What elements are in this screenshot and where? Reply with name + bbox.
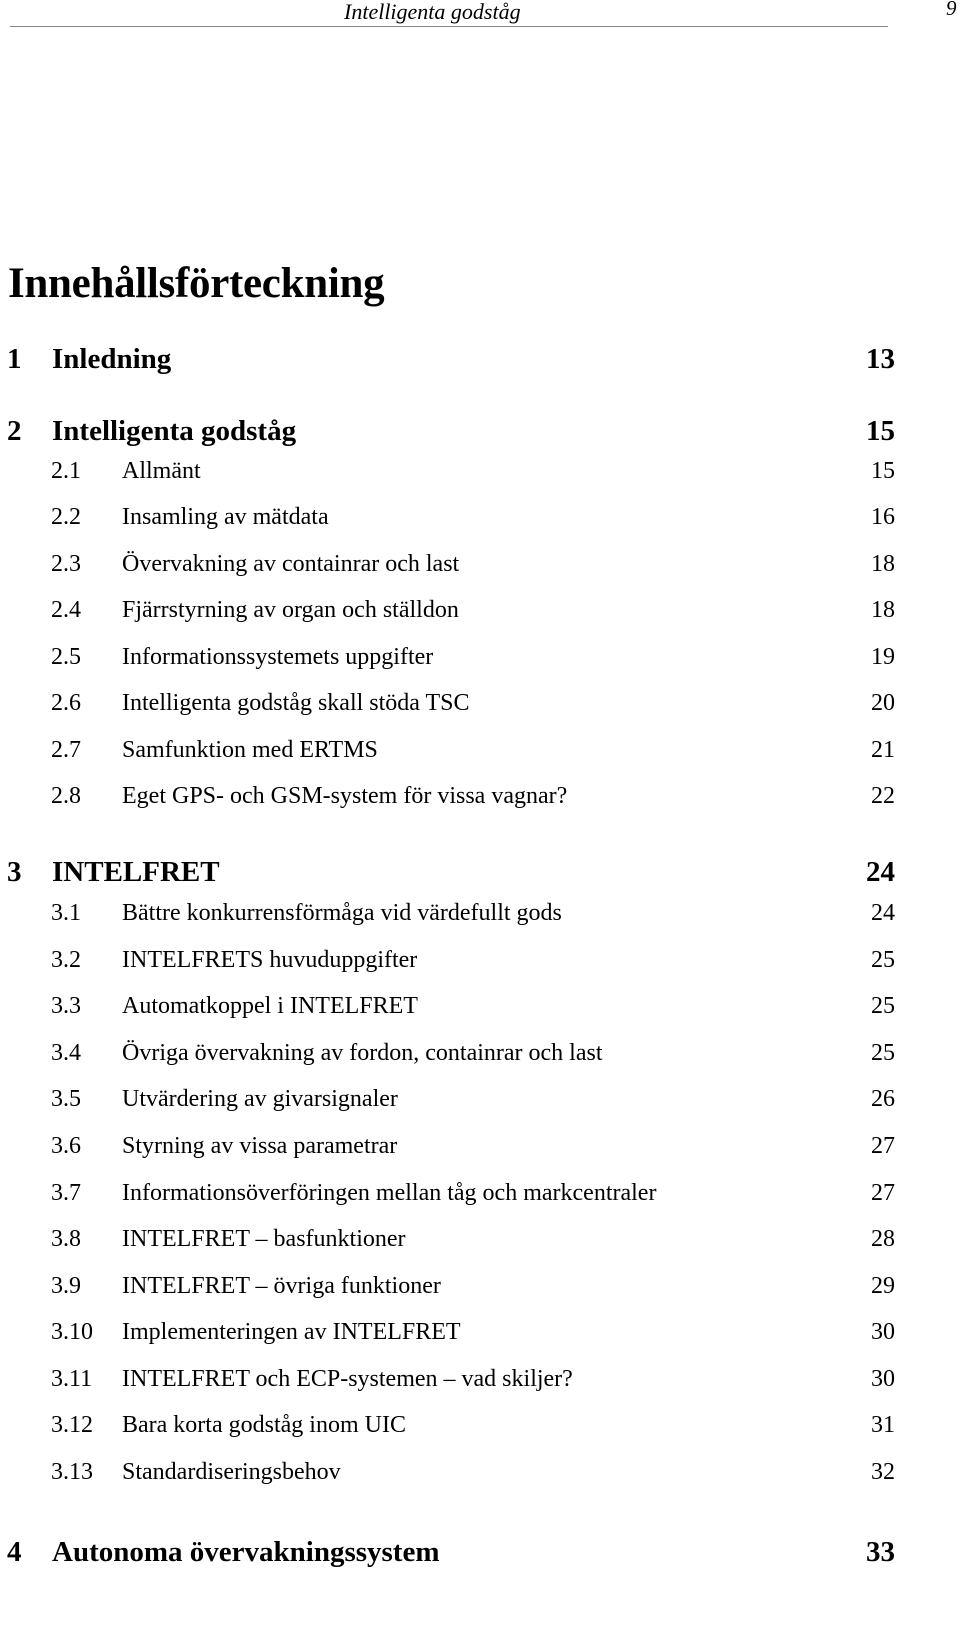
toc-section-3-9 [0,1266,895,1306]
toc-section-2-5 [0,637,895,677]
section-page: 31 [871,1412,895,1438]
toc-section-3-13 [0,1452,895,1492]
section-title: Automatkoppel i INTELFRET [122,993,418,1019]
chapter-title: Autonoma övervakningssystem [52,1536,440,1568]
section-number: 2.1 [51,458,81,484]
section-title: INTELFRETS huvuduppgifter [122,947,418,973]
toc-section-2-7 [0,730,895,770]
section-page: 18 [871,551,895,577]
toc-section-2-4 [0,590,895,630]
chapter-page: 33 [866,1536,895,1568]
section-page: 19 [871,644,895,670]
section-title: Standardiseringsbehov [122,1459,341,1485]
section-title: INTELFRET – basfunktioner [122,1226,406,1252]
section-number: 3.5 [51,1086,81,1112]
section-page: 25 [871,993,895,1019]
section-page: 21 [871,737,895,763]
chapter-page: 24 [866,856,895,888]
section-page: 20 [871,690,895,716]
toc-section-3-5 [0,1079,895,1119]
toc-section-3-2 [0,940,895,980]
chapter-number: 3 [7,856,22,888]
section-page: 28 [871,1226,895,1252]
section-title: Övervakning av containrar och last [122,551,460,577]
chapter-number: 1 [7,343,22,375]
section-title: INTELFRET – övriga funktioner [122,1273,441,1299]
chapter-page: 15 [866,415,895,447]
section-page: 27 [871,1133,895,1159]
section-number: 3.13 [51,1459,93,1485]
chapter-title: Inledning [52,343,172,375]
toc-chapter-2 [0,411,895,451]
chapter-number: 2 [7,415,22,447]
section-number: 3.6 [51,1133,81,1159]
section-number: 2.8 [51,783,81,809]
toc-section-2-1 [0,451,895,491]
section-title: Fjärrstyrning av organ och ställdon [122,597,459,623]
section-title: Insamling av mätdata [122,504,329,530]
section-number: 3.2 [51,947,81,973]
section-number: 3.10 [51,1319,93,1345]
section-page: 16 [871,504,895,530]
section-number: 2.4 [51,597,81,623]
running-header [10,0,888,27]
section-page: 29 [871,1273,895,1299]
section-number: 2.5 [51,644,81,670]
section-number: 3.9 [51,1273,81,1299]
section-title: Implementeringen av INTELFRET [122,1319,461,1345]
toc-section-3-1 [0,893,895,933]
section-title: Utvärdering av givarsignaler [122,1086,398,1112]
toc-section-2-6 [0,683,895,723]
toc-section-3-12 [0,1405,895,1445]
section-number: 2.7 [51,737,81,763]
section-title: Informationssystemets uppgifter [122,644,434,670]
toc-section-3-10 [0,1312,895,1352]
section-page: 18 [871,597,895,623]
section-page: 27 [871,1180,895,1206]
section-title: Intelligenta godståg skall stöda TSC [122,690,470,716]
page-number: 9 [946,0,957,20]
chapter-number: 4 [7,1536,22,1568]
section-page: 26 [871,1086,895,1112]
section-title: INTELFRET och ECP-systemen – vad skiljer? [122,1366,573,1392]
section-page: 32 [871,1459,895,1485]
section-number: 3.12 [51,1412,93,1438]
section-title: Övriga övervakning av fordon, containrar och last [122,1040,603,1066]
chapter-title: INTELFRET [52,856,220,888]
section-page: 30 [871,1366,895,1392]
section-title: Bättre konkurrensförmåga vid värdefullt gods [122,900,562,926]
toc-heading: Innehållsförteckning [8,260,385,307]
toc-section-3-6 [0,1126,895,1166]
section-page: 25 [871,947,895,973]
toc-section-3-8 [0,1219,895,1259]
section-page: 25 [871,1040,895,1066]
toc-section-2-2 [0,497,895,537]
toc-chapter-4 [0,1532,895,1572]
chapter-title: Intelligenta godståg [52,415,297,447]
toc-section-2-3 [0,544,895,584]
section-title: Eget GPS- och GSM-system för vissa vagnar? [122,783,568,809]
running-title: Intelligenta godståg [344,0,521,24]
section-page: 22 [871,783,895,809]
section-title: Bara korta godståg inom UIC [122,1412,406,1438]
section-title: Informationsöverföringen mellan tåg och markcentraler [122,1180,657,1206]
section-title: Samfunktion med ERTMS [122,737,378,763]
section-number: 3.7 [51,1180,81,1206]
toc-section-3-11 [0,1359,895,1399]
section-title: Styrning av vissa parametrar [122,1133,398,1159]
toc-section-3-4 [0,1033,895,1073]
section-number: 3.11 [51,1366,93,1392]
section-page: 15 [871,458,895,484]
toc-section-3-7 [0,1173,895,1213]
toc-chapter-1 [0,339,895,379]
chapter-page: 13 [866,343,895,375]
section-number: 3.4 [51,1040,81,1066]
toc-section-2-8 [0,776,895,816]
section-number: 2.6 [51,690,81,716]
section-number: 2.3 [51,551,81,577]
section-number: 2.2 [51,504,81,530]
toc-section-3-3 [0,986,895,1026]
toc-chapter-3 [0,852,895,892]
section-page: 24 [871,900,895,926]
section-number: 3.8 [51,1226,81,1252]
section-number: 3.1 [51,900,81,926]
section-page: 30 [871,1319,895,1345]
section-title: Allmänt [122,458,201,484]
section-number: 3.3 [51,993,81,1019]
